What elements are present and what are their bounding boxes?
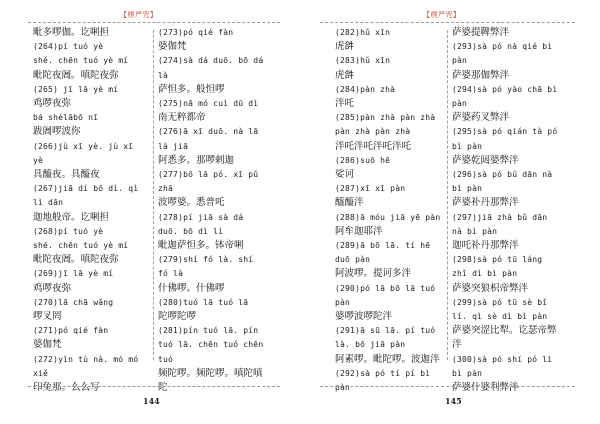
pinyin-line: (267)jiā dí bō dì. qì [33, 184, 139, 194]
pinyin-line: bì pàn [452, 184, 483, 194]
hanzi-line: 萨婆那伽弊泮 [452, 69, 510, 81]
pinyin-line: lì dān [33, 198, 64, 208]
pinyin-line: fó là [158, 269, 184, 279]
pinyin-line: là jiā [158, 141, 189, 151]
pinyin-line: (295)sà pó qián tà pó [452, 127, 558, 137]
top-rule [320, 22, 575, 23]
bottom-rule [28, 386, 280, 387]
hanzi-line: 醯醯泮 [335, 197, 364, 209]
pinyin-line: lí. qì sè dì bì pàn [452, 312, 548, 322]
pinyin-line: (294)sà pó yào chā bì [452, 84, 558, 94]
hanzi-line: 泮吒 [335, 98, 355, 110]
hanzi-line: 陀 [158, 382, 168, 394]
hanzi-line: 泮吒泮吒泮吒泮吒 [335, 140, 412, 152]
hanzi-line: 鸡啰夜弥 [33, 282, 72, 294]
hanzi-line: 萨婆提鞞弊泮 [452, 27, 510, 38]
pinyin-line: (298)sà pó tū láng [452, 255, 543, 265]
hanzi-line: 毗陀夜阇。嗔陀夜弥 [33, 254, 119, 266]
pinyin-line: shé. chēn tuó yè mí [33, 241, 129, 251]
pinyin-line: duō pàn [335, 255, 371, 265]
pinyin-line: shé. chēn tuó yè mí [33, 56, 129, 66]
pinyin-line: (268)pí tuó yè [33, 226, 104, 236]
bottom-rule [320, 386, 575, 387]
pinyin-line: pàn [452, 99, 468, 109]
hanzi-line: 婆伽梵 [158, 41, 187, 53]
pinyin-line: là [158, 70, 169, 80]
pinyin-line: yè [33, 155, 44, 165]
pinyin-line: là. bō jiā pàn [335, 340, 406, 350]
pinyin-line: (269)jī lā yè mí [33, 269, 114, 279]
pinyin-line: (286)suō hē [335, 155, 391, 165]
hanzi-line: 阿悉多。那啰剌迦 [158, 154, 235, 166]
hanzi-line: 毗多啰伽。讫唎担 [33, 27, 110, 38]
pinyin-line: (272)yìn tù nà. mó mó [33, 354, 139, 364]
hanzi-line: 迦地般帝。讫唎担 [33, 211, 110, 223]
pinyin-line: (277)bō lā pó. xī pǔ [158, 170, 259, 180]
hanzi-line: 具醯夜。具醯夜 [33, 169, 100, 181]
hanzi-line: 南无粹都帝 [158, 112, 206, 124]
running-header: 【楞严咒】 [423, 11, 461, 19]
hanzi-line: 毗陀夜阇。嗔陀夜弥 [33, 69, 119, 81]
pinyin-line: (274)sà dá duō. bō dá [158, 56, 264, 66]
pinyin-line: bì pàn [452, 141, 483, 151]
column-divider [153, 30, 154, 360]
pinyin-line: bá shélābō nī [33, 113, 99, 123]
pinyin-line: (291)ā sū lā. pí tuó [335, 326, 436, 336]
pinyin-line: pàn [335, 383, 351, 393]
pinyin-line: (284)pàn zhà [335, 84, 396, 94]
pinyin-line: pàn [452, 56, 468, 66]
pinyin-line: (279)shí fó là. shí [158, 255, 254, 265]
hanzi-line: 阿波啰。提诃多泮 [335, 268, 412, 280]
hanzi-line: 波啰婆。悉普吒 [158, 197, 225, 209]
hanzi-line: 鸡啰夜弥 [33, 98, 72, 110]
pinyin-line: (265) jī lā yè mí [33, 84, 119, 94]
hanzi-line: 娑诃 [335, 169, 355, 181]
page-number: 145 [445, 396, 462, 406]
right-page-column-2 [452, 26, 576, 395]
hanzi-line: 萨婆突狼枳帝弊泮 [452, 282, 529, 294]
page-number: 144 [143, 396, 160, 406]
pinyin-line: (275)nā mó cuì dū dì [158, 99, 259, 109]
hanzi-line: 毗迦萨怛多。钵帝唎 [158, 240, 244, 252]
left-page-column-1 [33, 26, 149, 395]
pinyin-line: zhā [158, 184, 174, 194]
pinyin-line: (300)sà pó shí pó lì [452, 354, 553, 364]
pinyin-line: (270)lā chā wǎng [33, 297, 114, 307]
hanzi-line: 婆啰波啰陀泮 [335, 311, 393, 323]
pinyin-line: (293)sà pó nà qié bì [452, 42, 553, 52]
pinyin-line: tuó [158, 354, 174, 364]
pinyin-line: (278)pí jiā sà dá [158, 212, 244, 222]
hanzi-line: 泮 [452, 339, 462, 351]
column-divider [447, 30, 448, 360]
pinyin-line: (281)pín tuó lā. pín [158, 326, 259, 336]
pinyin-line: (292)sà pó tí pí bì [335, 368, 431, 378]
pinyin-line: pàn zhà pàn zhà [335, 127, 411, 137]
right-page-column-1 [335, 26, 443, 395]
hanzi-line: 迦吒补丹那弊泮 [452, 240, 519, 252]
pinyin-line: (266)jù xī yè. jù xī [33, 141, 134, 151]
pinyin-line: (273)pó qié fàn [158, 28, 234, 37]
hanzi-line: 啰叉罔 [33, 311, 62, 323]
hanzi-line: 阿素啰。毗陀啰。波迦泮 [335, 353, 440, 365]
hanzi-line: 萨婆药叉弊泮 [452, 112, 510, 124]
pinyin-line: (271)pó qié fàn [33, 326, 109, 336]
pinyin-line: (280)tuó lā tuó lā [158, 297, 249, 307]
hanzi-line: 阿牟迦耶泮 [335, 225, 383, 237]
hanzi-line: 萨婆突涩比犁。讫瑟帝弊 [452, 325, 557, 337]
top-rule [28, 22, 280, 23]
pinyin-line: pàn [335, 297, 351, 307]
pinyin-line: (299)sà pó tū sè bǐ [452, 297, 548, 307]
pinyin-line: xiě [33, 368, 49, 378]
pinyin-line: zhǐ dì bì pàn [452, 269, 518, 279]
hanzi-line: 萨婆乾闼婆弊泮 [452, 154, 519, 166]
right-page [300, 0, 600, 424]
left-page-column-2 [158, 26, 276, 395]
hanzi-line: 跋阇啰波你 [33, 126, 81, 138]
pinyin-line: bì pàn [452, 368, 483, 378]
hanzi-line: 萨婆什婆利弊泮 [452, 382, 519, 394]
hanzi-line: 婆伽梵 [33, 339, 62, 351]
pinyin-line: (288)ā móu jiā yē pàn [335, 212, 441, 222]
pinyin-line: (296)sà pó bǔ dān nà [452, 170, 553, 180]
pinyin-line: (282)hǔ xīn [335, 28, 391, 37]
hanzi-line: 印兔那。么么写 [33, 382, 100, 394]
pinyin-line: (297)jiā zhà bǔ dān [452, 212, 548, 222]
pinyin-line: (276)ā xī duō. nà lā [158, 127, 259, 137]
hanzi-line: 虎𤙖 [335, 41, 355, 53]
pinyin-line: nà bì pàn [452, 226, 498, 236]
pinyin-line: (264)pí tuó yè [33, 42, 104, 52]
hanzi-line: 虎𤙖 [335, 69, 355, 81]
running-header: 【楞严咒】 [120, 11, 158, 19]
pinyin-line: (290)pó lā bō lā tuó [335, 283, 436, 293]
pinyin-line: duō. bō dì lì [158, 226, 224, 236]
pinyin-line: (287)xī xī pàn [335, 184, 406, 194]
pinyin-line: (285)pàn zhà pàn zhà [335, 113, 436, 123]
hanzi-line: 什佛啰。什佛啰 [158, 282, 225, 294]
hanzi-line: 频陀啰。频陀啰。嗔陀嗔 [158, 367, 263, 379]
pinyin-line: (283)hǔ xīn [335, 56, 391, 66]
hanzi-line: 陀啰陀啰 [158, 311, 197, 323]
hanzi-line: 萨婆补丹那弊泮 [452, 197, 519, 209]
pinyin-line: tuó lā. chēn tuó chēn [158, 340, 264, 350]
hanzi-line: 萨怛多。般怛啰 [158, 83, 225, 95]
pinyin-line: (289)ā bō lā. tí hē [335, 241, 431, 251]
